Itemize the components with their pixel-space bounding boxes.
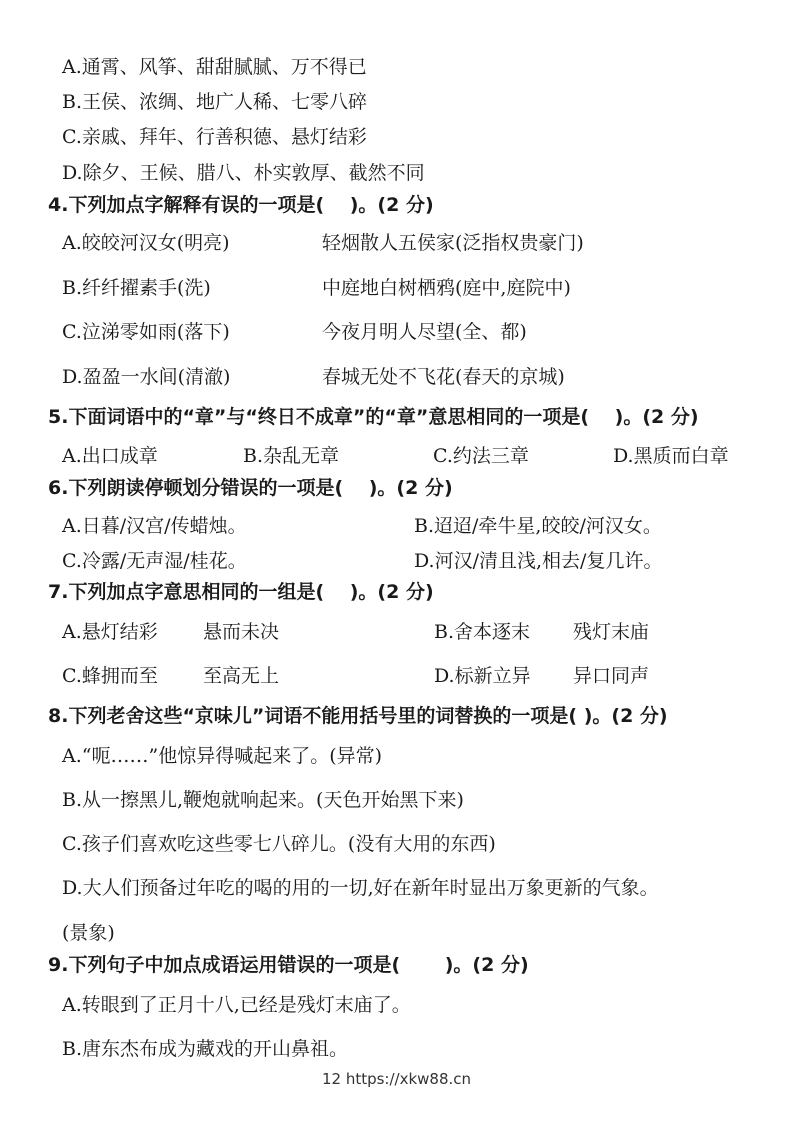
q3-option-c: C.亲戚、拜年、行善积德、悬灯结彩 — [62, 126, 367, 148]
q3-option-b: B.王侯、浓绸、地广人稀、七零八碎 — [62, 91, 368, 113]
q4-stem: 4.下列加点字解释有误的一项是( )。(2 分) — [48, 194, 434, 216]
q8-stem: 8.下列老舍这些“京味儿”词语不能用括号里的词替换的一项是( )。(2 分) — [48, 705, 668, 727]
q4-option-c-left: C.泣涕零如雨(落下) — [62, 321, 230, 343]
q7-option-c-second: 至高无上 — [203, 665, 280, 687]
q7-option-d-second: 异口同声 — [573, 665, 650, 687]
q4-option-b-left: B.纤纤擢素手(洗) — [62, 277, 211, 299]
q5-stem: 5.下面词语中的“章”与“终日不成章”的“章”意思相同的一项是( )。(2 分) — [48, 406, 699, 428]
q9-option-b: B.唐东杰布成为藏戏的开山鼻祖。 — [62, 1038, 349, 1060]
q4-option-b-right: 中庭地白树栖鸦(庭中,庭院中) — [322, 277, 571, 299]
q5-option-a: A.出口成章 — [62, 445, 158, 467]
q8-option-d: D.大人们预备过年吃的喝的用的一切,好在新年时显出万象更新的气象。 — [62, 877, 659, 899]
page-footer: 12 https://xkw88.cn — [321, 1070, 472, 1088]
q6-option-d: D.河汉/清且浅,相去/复几许。 — [414, 550, 663, 572]
q4-option-d-right: 春城无处不飞花(春天的京城) — [322, 366, 565, 388]
q8-option-b: B.从一擦黑儿,鞭炮就响起来。(天色开始黑下来) — [62, 789, 464, 811]
q7-option-b-first: B.舍本逐末 — [434, 621, 531, 643]
q9-option-a: A.转眼到了正月十八,已经是残灯末庙了。 — [62, 994, 411, 1016]
q5-option-d: D.黑质而白章 — [613, 445, 729, 467]
q4-option-a-right: 轻烟散人五侯家(泛指权贵豪门) — [322, 232, 584, 254]
q4-option-d-left: D.盈盈一水间(清澈) — [62, 366, 231, 388]
q7-option-c-first: C.蜂拥而至 — [62, 665, 158, 687]
q8-option-a: A.“呃……”他惊异得喊起来了。(异常) — [62, 745, 383, 767]
q3-option-a: A.通霄、风筝、甜甜腻腻、万不得已 — [62, 56, 367, 78]
q7-option-b-second: 残灯末庙 — [573, 621, 650, 643]
q3-option-d: D.除夕、王候、腊八、朴实敦厚、截然不同 — [62, 162, 425, 184]
q4-option-c-right: 今夜月明人尽望(全、都) — [322, 321, 527, 343]
q8-option-d-continued: (景象) — [62, 922, 115, 944]
q7-option-a-second: 悬而未决 — [203, 621, 280, 643]
q7-option-a-first: A.悬灯结彩 — [62, 621, 158, 643]
q6-option-a: A.日暮/汉宫/传蜡烛。 — [62, 515, 247, 537]
q8-option-c: C.孩子们喜欢吃这些零七八碎儿。(没有大用的东西) — [62, 833, 496, 855]
q6-option-c: C.冷露/无声湿/桂花。 — [62, 550, 247, 572]
q7-option-d-first: D.标新立异 — [434, 665, 531, 687]
q4-option-a-left: A.皎皎河汉女(明亮) — [62, 232, 230, 254]
q6-stem: 6.下列朗读停顿划分错误的一项是( )。(2 分) — [48, 477, 453, 499]
q5-option-b: B.杂乱无章 — [243, 445, 340, 467]
q9-stem: 9.下列句子中加点成语运用错误的一项是( )。(2 分) — [48, 954, 529, 976]
q5-option-c: C.约法三章 — [433, 445, 529, 467]
q7-stem: 7.下列加点字意思相同的一组是( )。(2 分) — [48, 581, 434, 603]
q6-option-b: B.迢迢/牵牛星,皎皎/河汉女。 — [414, 515, 662, 537]
